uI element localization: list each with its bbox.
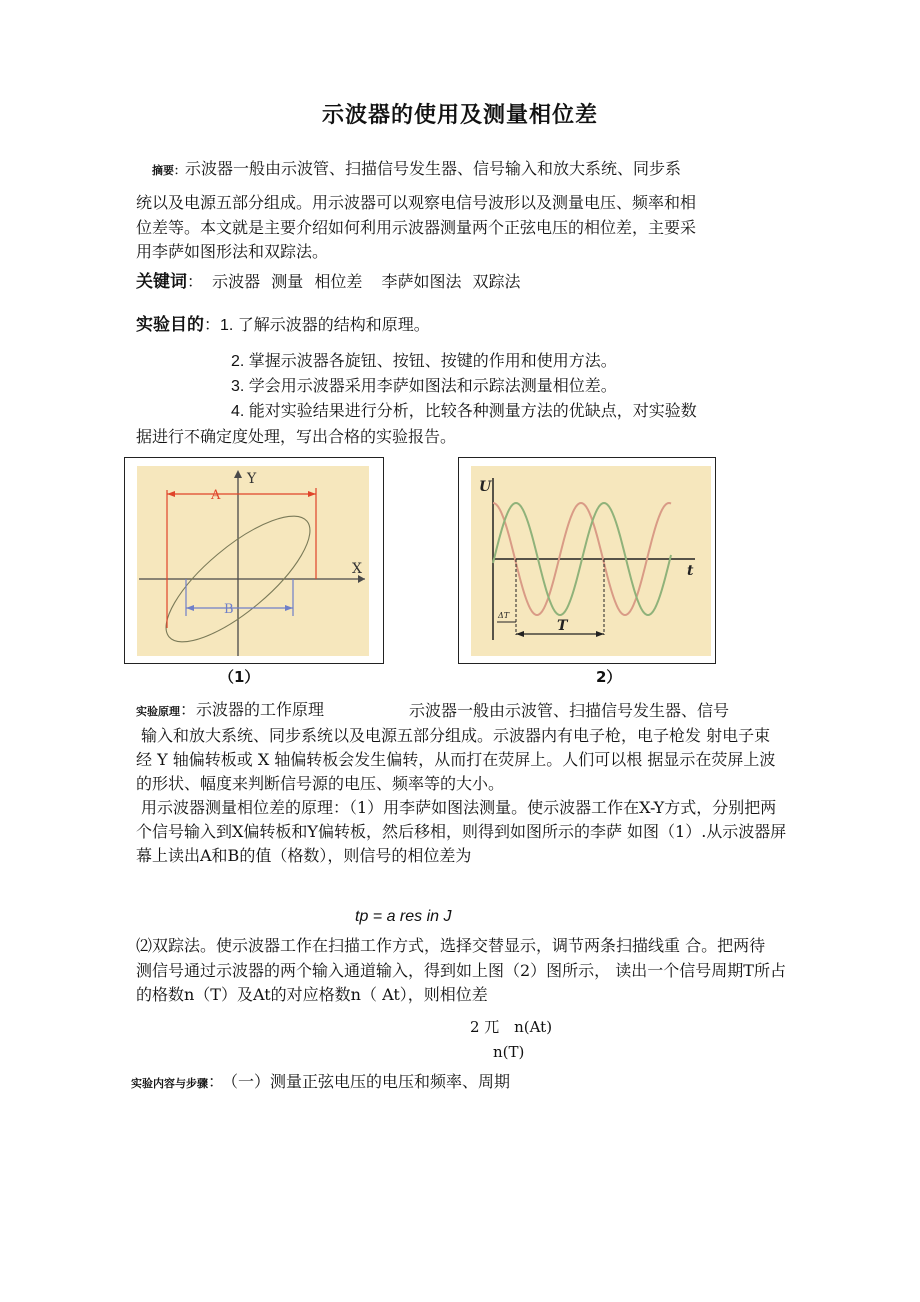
figure-2-caption: 2） [596,668,622,686]
abstract-line-2: 统以及电源五部分组成。用示波器可以观察电信号波形以及测量电压、频率和相 [136,193,697,212]
period-label: T [557,618,568,634]
dual-trace-line-2: 测信号通过示波器的两个输入通道输入，得到如上图（2）图所示， 读出一个信号周期T所占 [136,961,786,980]
figure-dual-trace [458,457,716,664]
steps-label: 实验内容与步骤 [131,1077,208,1090]
steps-text: （一）测量正弦电压的电压和频率、周期 [230,1072,511,1091]
u-axis-label: U [479,479,492,495]
objectives-first-line [136,314,430,337]
keyword-item: 李萨如图法 [381,272,462,291]
y-axis-label: Y [247,471,257,487]
dual-trace-plot [459,458,715,663]
abstract-line-4: 用李萨如图形法和双踪法。 [136,242,329,261]
objective-1: 1. 了解示波器的结构和原理。 [220,317,430,334]
formula-lissajous-text: tp = a res in J [355,908,452,925]
keywords-line [136,271,521,293]
steps-colon: ： [208,1072,225,1091]
keyword-item: 双踪法 [472,272,521,291]
objectives-label: 实验目的 [136,315,204,335]
keywords-label: 关键词 [136,272,187,292]
abstract-line-3: 位差等。本文就是主要介绍如何利用示波器测量两个正弦电压的相位差，主要采 [136,218,697,237]
objective-2: 2. 掌握示波器各旋钮、按钮、按键的作用和使用方法。 [231,353,617,370]
keyword-item: 示波器 [212,272,261,291]
delta-t-label: ΔT [498,611,510,620]
dual-trace-line-1: ⑵双踪法。使示波器工作在扫描工作方式，选择交替显示，调节两条扫描线重 合。把两待 [136,936,766,955]
principle-colon: ： [180,700,197,719]
steps-line [131,1071,510,1095]
principle-line-6: 个信号输入到X偏转板和Y偏转板，然后移相，则得到如图所示的李萨 如图（1）.从示波器屏 [136,822,787,841]
principle-line-1b: 示波器一般由示波管、扫描信号发生器、信号 [409,701,730,720]
formula-two-pi: 2 兀 [470,1018,500,1036]
principle-line-3: 经 Y 轴偏转板或 X 轴偏转板会发生偏转，从而打在荧屏上。人们可以根 据显示在荧屏上波 [136,750,776,769]
page-title: 示波器的使用及测量相位差 [321,103,598,128]
lissajous-plot [125,458,383,663]
x-axis-label: X [352,561,362,577]
abstract-label: 摘要： [152,164,185,177]
b-label: B [224,602,234,617]
principle-label: 实验原理 [136,705,180,718]
principle-line-1a: 示波器的工作原理 [196,700,325,719]
figure-lissajous [124,457,384,664]
objective-4-line-2: 据进行不确定度处理，写出合格的实验报告。 [136,427,457,446]
formula-lissajous [355,908,452,926]
formula-dual-denominator: n(T) [493,1043,525,1061]
principle-first-line [136,699,324,723]
objectives-colon: ： [204,315,221,334]
formula-dual-numerator [470,1016,552,1037]
abstract-line-1: 示波器一般由示波管、扫描信号发生器、信号输入和放大系统、同步系 [185,159,682,178]
t-axis-label: t [687,563,694,579]
keywords-colon: ： [187,272,204,291]
objective-4-line-1: 4. 能对实验结果进行分析，比较各种测量方法的优缺点，对实验数 [231,403,697,420]
dual-trace-background [471,466,711,656]
objective-3: 3. 学会用示波器采用李萨如图法和示踪法测量相位差。 [231,378,617,395]
abstract-first-line [152,158,681,182]
principle-line-2: 输入和放大系统、同步系统以及电源五部分组成。示波器内有电子枪，电子枪发 射电子束 [141,726,771,745]
keyword-item: 测量 [271,272,304,291]
keyword-item: 相位差 [314,272,363,291]
a-label: A [211,488,221,503]
principle-line-7: 幕上读出A和B的值（格数），则信号的相位差为 [136,846,472,865]
formula-n-at: n(At) [514,1018,553,1036]
dual-trace-line-3: 的格数n（T）及At的对应格数n（ At），则相位差 [136,985,488,1004]
principle-line-4: 的形状、幅度来判断信号源的电压、频率等的大小。 [136,774,505,793]
principle-line-5: 用示波器测量相位差的原理：（1）用李萨如图法测量。使示波器工作在X-Y方式，分别把两 [141,798,777,817]
figure-1-caption: （1） [219,668,260,686]
